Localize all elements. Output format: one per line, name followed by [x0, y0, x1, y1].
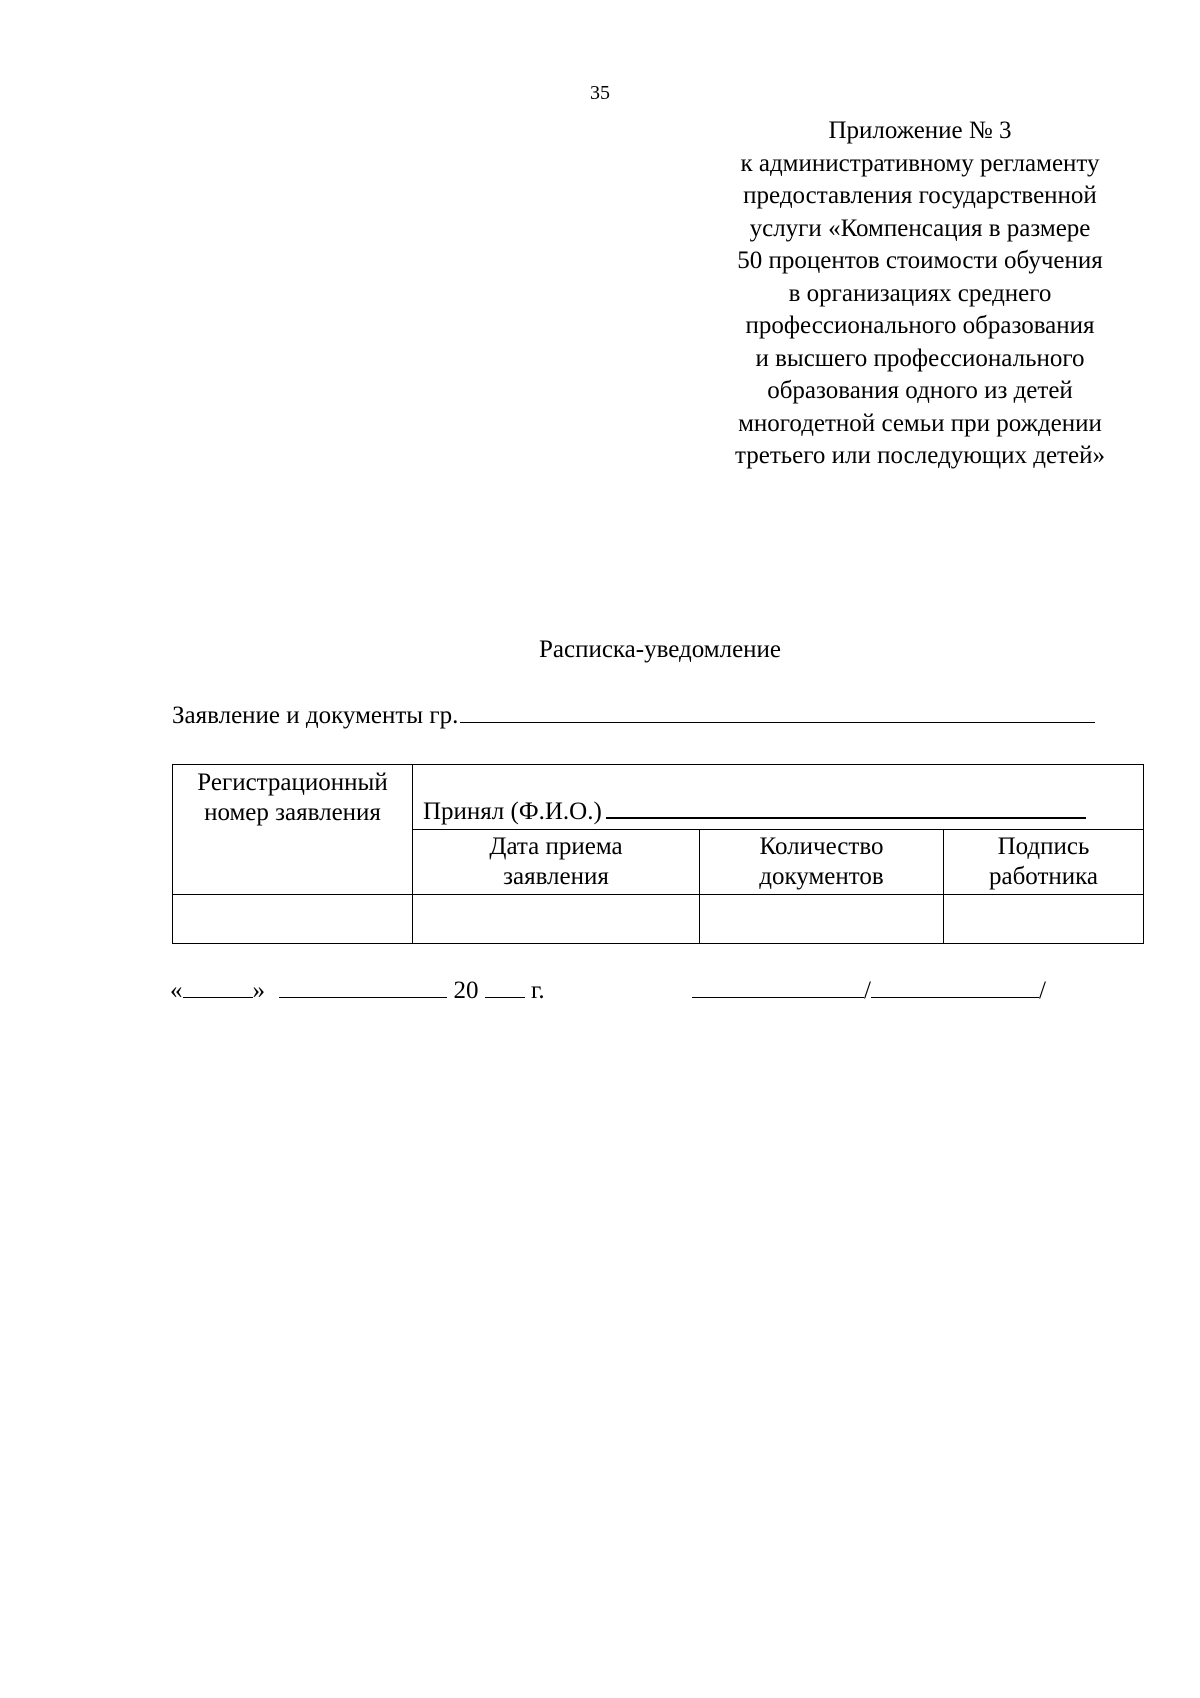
applicant-line: [172, 700, 1095, 730]
appendix-header: [700, 115, 1140, 473]
month-blank: [279, 975, 447, 998]
signature-slash: /: [864, 977, 871, 1004]
applicant-label: Заявление и документы гр.: [172, 702, 459, 729]
receipt-table: [172, 764, 1144, 944]
column-header-line: работника: [988, 863, 1099, 890]
name-transcript-blank: [871, 975, 1039, 998]
appendix-line: услуги «Компенсация в размере: [749, 214, 1091, 242]
column-header-line: Количество: [759, 833, 884, 860]
date-cell: [413, 895, 700, 944]
column-header-date: [413, 830, 700, 895]
page-number: 35: [590, 82, 610, 104]
signature-line: [692, 975, 1046, 1005]
appendix-line: предоставления государственной: [743, 182, 1097, 209]
year-suffix: г.: [531, 977, 545, 1004]
column-header-line: заявления: [503, 863, 609, 890]
year-prefix: 20: [453, 977, 479, 1004]
column-header-line: Подпись: [997, 833, 1090, 860]
open-quote: «: [170, 977, 183, 1004]
signature-cell: [944, 895, 1144, 944]
reg-number-line2: номер заявления: [204, 799, 381, 826]
appendix-line: профессионального образования: [745, 312, 1095, 339]
date-line: [170, 975, 545, 1005]
accepted-by-label: Принял (Ф.И.О.): [423, 798, 602, 825]
reg-number-header: [173, 765, 413, 895]
appendix-line: образования одного из детей: [767, 377, 1073, 404]
accepted-by-cell: [413, 765, 1144, 830]
day-blank: [183, 975, 253, 998]
appendix-line: Приложение № 3: [828, 117, 1012, 144]
reg-number-cell: [173, 895, 413, 944]
appendix-line: в организациях среднего: [788, 279, 1052, 307]
appendix-line: к административному регламенту: [740, 149, 1100, 177]
signature-slash-end: /: [1038, 977, 1046, 1004]
table-row: [173, 895, 1144, 944]
year-blank: [485, 975, 525, 998]
close-quote: »: [252, 977, 265, 1004]
appendix-line: многодетной семьи при рождении: [738, 409, 1102, 437]
document-title: Расписка-уведомление: [538, 636, 782, 663]
count-cell: [700, 895, 944, 944]
reg-number-line1: Регистрационный: [197, 769, 388, 796]
appendix-line: 50 процентов стоимости обучения: [737, 247, 1103, 274]
appendix-line: и высшего профессионального: [755, 344, 1085, 372]
appendix-line: третьего или последующих детей»: [735, 442, 1105, 469]
accepted-by-blank: [606, 795, 1086, 819]
applicant-name-blank: [460, 700, 1095, 723]
column-header-line: Дата приема: [489, 833, 623, 860]
column-header-line: документов: [759, 863, 884, 890]
column-header-count: [700, 830, 944, 895]
column-header-signature: [944, 830, 1144, 895]
signature-blank: [692, 975, 864, 998]
